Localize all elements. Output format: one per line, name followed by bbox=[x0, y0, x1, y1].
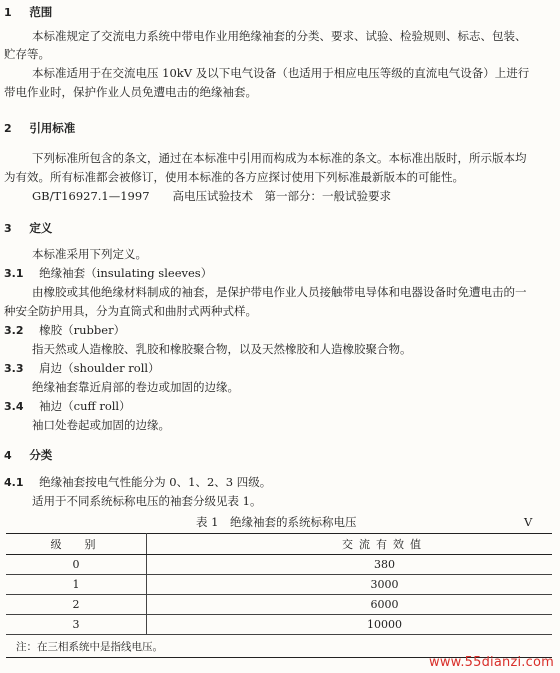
definition-term: 橡胶（rubber） bbox=[39, 323, 126, 337]
reference-standard: GB/T16927.1—1997 高电压试验技术 第一部分：一般试验要求 bbox=[32, 189, 392, 203]
paragraph-line: 本标准适用于在交流电压 10kV 及以下电气设备（也适用于相应电压等级的直流电气设备）上进行 bbox=[32, 66, 530, 80]
section-4-heading bbox=[4, 447, 52, 464]
paragraph-line: 贮存等。 bbox=[4, 47, 50, 61]
voltage-cell: 380 bbox=[147, 555, 553, 575]
table-note: 注：在三相系统中是指线电压。 bbox=[6, 635, 552, 658]
table-row bbox=[6, 615, 552, 635]
paragraph-line: 适用于不同系统标称电压的袖套分级见表 1。 bbox=[32, 494, 262, 508]
table-row bbox=[6, 575, 552, 595]
clause-text: 绝缘袖套按电气性能分为 0、1、2、3 四级。 bbox=[39, 475, 272, 489]
section-title: 定义 bbox=[29, 221, 53, 235]
column-header-ac-rms: 交流有效值 bbox=[147, 534, 553, 555]
definition-number: 3.4 bbox=[4, 400, 24, 413]
table-row bbox=[6, 595, 552, 615]
definition-term: 肩边（shoulder roll） bbox=[39, 361, 160, 375]
table-header-row bbox=[6, 534, 552, 555]
watermark: www.55dianzi.com bbox=[429, 655, 554, 670]
section-3-heading bbox=[4, 220, 52, 237]
section-2-heading bbox=[4, 120, 75, 137]
definition-term: 袖边（cuff roll） bbox=[39, 399, 131, 413]
level-cell: 2 bbox=[6, 595, 147, 615]
paragraph-line: 本标准采用下列定义。 bbox=[32, 247, 147, 261]
voltage-cell: 10000 bbox=[147, 615, 553, 635]
definition-3-1 bbox=[4, 265, 212, 282]
paragraph-line: 袖口处卷起或加固的边缘。 bbox=[32, 418, 170, 432]
level-cell: 0 bbox=[6, 555, 147, 575]
table-caption: 表 1 绝缘袖套的系统标称电压 bbox=[196, 515, 357, 529]
voltage-table bbox=[6, 533, 552, 658]
paragraph-line: 种安全防护用具，分为直筒式和曲肘式两种式样。 bbox=[4, 304, 257, 318]
definition-number: 3.3 bbox=[4, 362, 24, 375]
paragraph-line: 下列标准所包含的条文，通过在本标准中引用而构成为本标准的条文。本标准出版时，所示版本均 bbox=[32, 151, 527, 165]
clause-4-1 bbox=[4, 474, 271, 491]
table-row bbox=[6, 555, 552, 575]
definition-number: 3.1 bbox=[4, 267, 24, 280]
section-number: 3 bbox=[4, 222, 12, 235]
definition-term: 绝缘袖套（insulating sleeves） bbox=[39, 266, 213, 280]
paragraph-line: 带电作业时，保护作业人员免遭电击的绝缘袖套。 bbox=[4, 85, 257, 99]
paragraph-line: 由橡胶或其他绝缘材料制成的袖套，是保护带电作业人员接触带电导体和电器设备时免遭电击的一 bbox=[32, 285, 527, 299]
definition-3-4 bbox=[4, 398, 131, 415]
voltage-cell: 6000 bbox=[147, 595, 553, 615]
section-number: 1 bbox=[4, 6, 12, 19]
paragraph-line: 指天然或人造橡胶、乳胶和橡胶聚合物，以及天然橡胶和人造橡胶聚合物。 bbox=[32, 342, 412, 356]
level-cell: 1 bbox=[6, 575, 147, 595]
section-number: 2 bbox=[4, 122, 12, 135]
voltage-cell: 3000 bbox=[147, 575, 553, 595]
column-header-level: 级 别 bbox=[6, 534, 147, 555]
paragraph-line: 为有效。所有标准都会被修订，使用本标准的各方应探讨使用下列标准最新版本的可能性。 bbox=[4, 170, 464, 184]
paragraph-line: 绝缘袖套靠近肩部的卷边或加固的边缘。 bbox=[32, 380, 239, 394]
section-title: 引用标准 bbox=[29, 121, 76, 135]
clause-number: 4.1 bbox=[4, 476, 24, 489]
level-cell: 3 bbox=[6, 615, 147, 635]
section-1-heading bbox=[4, 4, 52, 21]
definition-3-2 bbox=[4, 322, 125, 339]
section-title: 范围 bbox=[29, 5, 53, 19]
definition-number: 3.2 bbox=[4, 324, 24, 337]
paragraph-line: 本标准规定了交流电力系统中带电作业用绝缘袖套的分类、要求、试验、检验规则、标志、包装、 bbox=[32, 29, 527, 43]
table-unit: V bbox=[524, 515, 533, 529]
section-title: 分类 bbox=[29, 448, 53, 462]
section-number: 4 bbox=[4, 449, 12, 462]
definition-3-3 bbox=[4, 360, 160, 377]
